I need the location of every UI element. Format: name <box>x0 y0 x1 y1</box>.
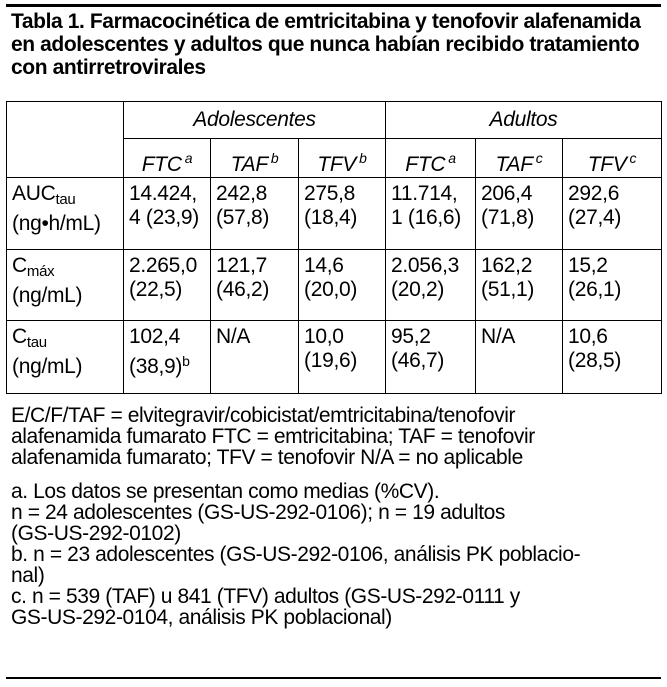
footnote-line: n = 24 adolescentes (GS-US-292-0106); n = 19 adultos <box>11 501 506 524</box>
col-header: TFV $^c$ <box>563 139 662 178</box>
table-cell: 95,2 (46,7) <box>386 321 476 394</box>
table-cell: 121,7 (46,2) <box>211 250 299 321</box>
abbreviation-line: alafenamida fumarato FTC = emtricitabina; TAF = tenofovir <box>11 425 535 448</box>
col-header: FTC $^a$ <box>386 139 476 178</box>
footnote-line: GS-US-292-0104, análisis PK poblacional) <box>11 606 392 629</box>
group-header-row <box>7 102 662 139</box>
table-cell: 11.714, 1 (16,6) <box>386 178 476 250</box>
table-cell: 10,6 (28,5) <box>563 321 662 394</box>
row-label: $C_{tau}$ (ng/mL) <box>7 321 124 394</box>
pharmacokinetics-table <box>6 101 662 394</box>
footnote-line: c. n = 539 (TAF) u 841 (TFV) adultos (GS-US-292-0111 y <box>11 585 520 608</box>
table-cell: 162,2 (51,1) <box>476 250 563 321</box>
table-row-ctau <box>7 321 662 394</box>
abbreviation-line: E/C/F/TAF = elvitegravir/cobicistat/emtricitabina/tenofovir <box>11 404 516 427</box>
group-header-adolescentes: Adolescentes <box>124 102 386 139</box>
table-cell: N/A <box>476 321 563 394</box>
table-cell: 2.265,0 (22,5) <box>124 250 211 321</box>
top-rule <box>6 4 661 7</box>
corner-cell <box>7 102 124 178</box>
abbreviation-line: alafenamida fumarato; TFV = tenofovir N/A = no aplicable <box>11 446 523 469</box>
col-header: TAF $^b$ <box>211 139 299 178</box>
col-header: TFV $^b$ <box>299 139 386 178</box>
table-cell: 15,2 (26,1) <box>563 250 662 321</box>
footnote-line: nal) <box>11 564 45 587</box>
table-cell: 102,4 $(38,9)^b$ <box>124 321 211 394</box>
table-cell: 14.424, 4 (23,9) <box>124 178 211 250</box>
table-notes <box>11 405 659 628</box>
table-title: Tabla 1. Farmacocinética de emtricitabina y tenofovir alafenamida en adolescentes y adultos que nunca habían recibido tratamiento con antirretrovirales <box>11 10 641 79</box>
table-row-cmax <box>7 250 662 321</box>
table-row-auc <box>7 178 662 250</box>
table-cell: 292,6 (27,4) <box>563 178 662 250</box>
col-header: FTC $^a$ <box>124 139 211 178</box>
table-cell: 2.056,3 (20,2) <box>386 250 476 321</box>
row-label: $AUC_{tau}$ (ng•h/mL) <box>7 178 124 250</box>
footnote-line: (GS-US-292-0102) <box>11 522 181 545</box>
row-label: $C_{máx}$ (ng/mL) <box>7 250 124 321</box>
footnote-line: a. Los datos se presentan como medias (%CV). <box>11 480 440 503</box>
table-cell: 206,4 (71,8) <box>476 178 563 250</box>
table-cell: 10,0 (19,6) <box>299 321 386 394</box>
bottom-rule <box>6 677 661 679</box>
footnote-line: b. n = 23 adolescentes (GS-US-292-0106, análisis PK poblacio- <box>11 543 581 566</box>
table-cell: 242,8 (57,8) <box>211 178 299 250</box>
table-cell: 275,8 (18,4) <box>299 178 386 250</box>
table-cell: 14,6 (20,0) <box>299 250 386 321</box>
group-header-adultos: Adultos <box>386 102 662 139</box>
col-header: TAF $^c$ <box>476 139 563 178</box>
table-cell: N/A <box>211 321 299 394</box>
